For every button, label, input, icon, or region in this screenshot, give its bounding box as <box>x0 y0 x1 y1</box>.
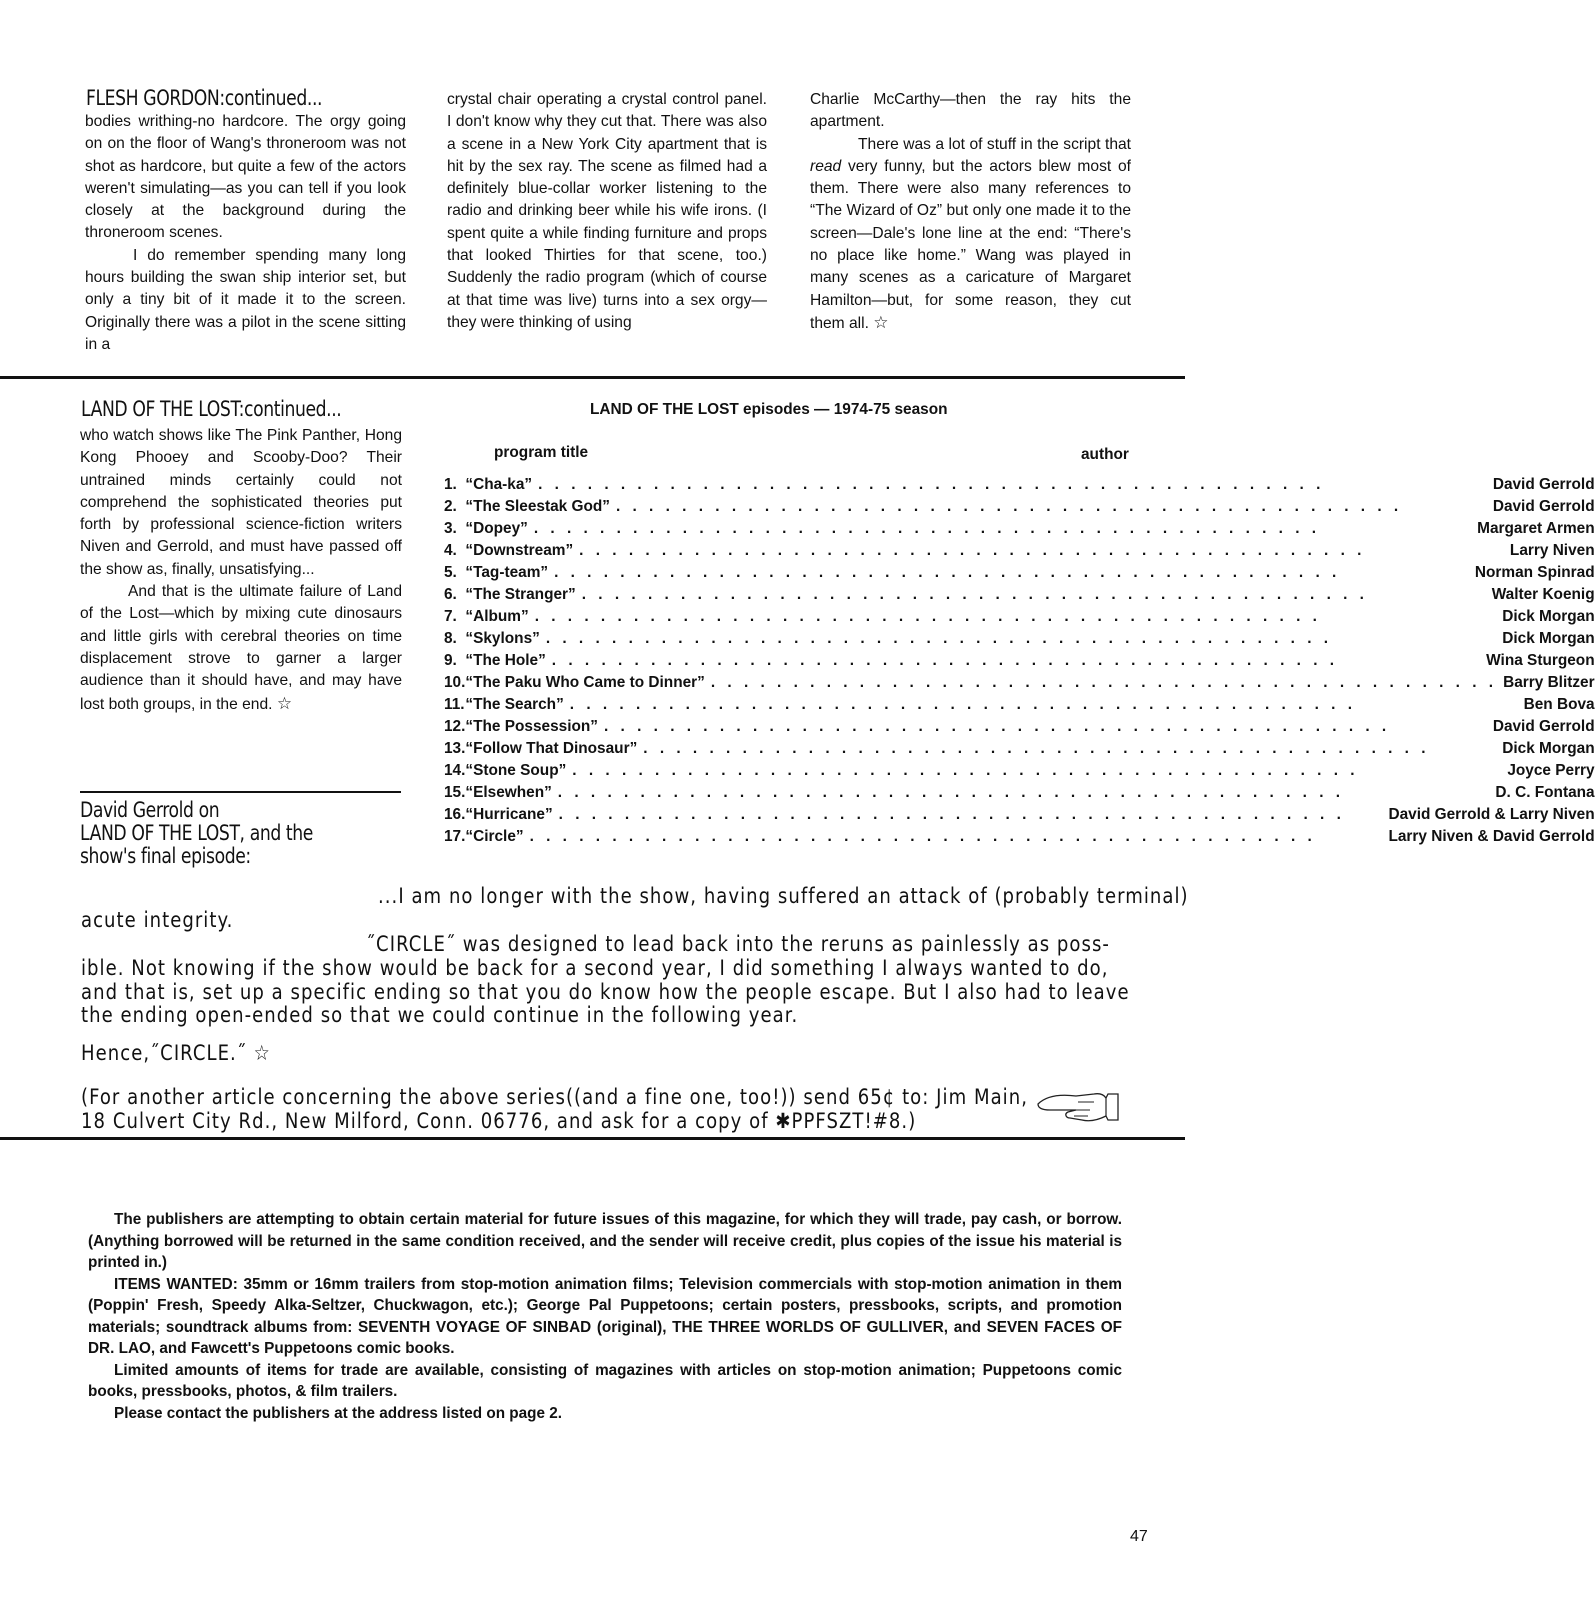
table-row <box>444 694 1595 716</box>
episode-title: “Cha-ka” <box>465 476 533 493</box>
quote-line-2: acute integrity. <box>81 908 234 932</box>
episode-number: 10. <box>444 674 466 691</box>
dot-leader: . . . . . . . . . . . . . . . . . . . . . . . . . . . . . . . . . . . . . . . . . . . . . . . . <box>557 784 1345 801</box>
episode-number: 12. <box>444 718 466 735</box>
dot-leader: . . . . . . . . . . . . . . . . . . . . . . . . . . . . . . . . . . . . . . . . . . . . . . . . <box>554 564 1341 581</box>
notice-paragraph-4: Please contact the publishers at the address listed on page 2. <box>114 1404 562 1422</box>
episode-number: 7. <box>444 608 457 625</box>
episode-number: 3. <box>444 520 457 537</box>
episode-title: “Dopey” <box>465 520 528 537</box>
table-row <box>444 540 1595 562</box>
dot-leader: . . . . . . . . . . . . . . . . . . . . . . . . . . . . . . . . . . . . . . . . . . . . . . . . <box>569 696 1357 713</box>
episode-title: “Stone Soup” <box>465 762 567 779</box>
quote-line-1: ...I am no longer with the show, having suffered an attack of (probably terminal) <box>378 884 1189 908</box>
lotl-column <box>80 425 402 716</box>
episode-number: 2. <box>444 498 457 515</box>
episode-title: “Album” <box>465 608 529 625</box>
episodes-col-program-title: program title <box>494 444 589 461</box>
column-divider <box>80 791 401 793</box>
dot-leader: . . . . . . . . . . . . . . . . . . . . . . . . . . . . . . . . . . . . . . . . . . . . . . . . <box>551 652 1339 669</box>
dot-leader: . . . . . . . . . . . . . . . . . . . . . . . . . . . . . . . . . . . . . . . . . . . . . . . . <box>572 762 1359 779</box>
episode-author: David Gerrold <box>1492 476 1595 493</box>
table-row <box>444 562 1595 584</box>
flesh-column-1 <box>85 111 406 356</box>
table-row <box>444 716 1595 738</box>
episode-author: Norman Spinrad <box>1474 564 1595 581</box>
episode-title: “Downstream” <box>465 542 574 559</box>
episode-title: “The Sleestak God” <box>465 498 610 515</box>
episode-author: Ben Bova <box>1523 696 1595 713</box>
episode-title: “The Search” <box>465 696 564 713</box>
gerrold-heading <box>80 799 313 868</box>
table-row <box>444 826 1595 848</box>
episode-title: “The Stranger” <box>465 586 576 603</box>
dot-leader: . . . . . . . . . . . . . . . . . . . . . . . . . . . . . . . . . . . . . . . . . . . . . . . . <box>533 520 1321 537</box>
episode-number: 1. <box>444 476 457 493</box>
quote-line-4: ible. Not knowing if the show would be back for a second year, I did something I always wanted to do, <box>81 956 1109 980</box>
table-row <box>444 782 1595 804</box>
episode-author: David Gerrold & Larry Niven <box>1388 806 1595 823</box>
table-row <box>444 804 1595 826</box>
episode-author: David Gerrold <box>1492 718 1595 735</box>
episode-author: Barry Blitzer <box>1503 674 1595 691</box>
episode-title: “The Hole” <box>465 652 546 669</box>
episode-title: “The Possession” <box>465 718 598 735</box>
episode-author: Joyce Perry <box>1507 762 1595 779</box>
flesh-col3-paragraph-1: Charlie McCarthy—then the ray hits the apartment. <box>810 91 1131 131</box>
episode-title: “Elsewhen” <box>465 784 552 801</box>
table-row <box>444 518 1595 540</box>
episode-author: Dick Morgan <box>1502 630 1595 647</box>
lotl-paragraph-2: And that is the ultimate failure of Land of the Lost—which by mixing cute dinosaurs and little girls with cerebral theories on time displacement strove to garner a larger audience than it should have, and may have lost both groups, in the end. ☆ <box>80 583 402 713</box>
episodes-title: LAND OF THE LOST episodes — 1974-75 season <box>590 401 948 418</box>
dot-leader: . . . . . . . . . . . . . . . . . . . . . . . . . . . . . . . . . . . . . . . . . . . . . . . . <box>581 586 1368 603</box>
page-number: 47 <box>1130 1528 1148 1545</box>
notice-paragraph-1: The publishers are attempting to obtain certain material for future issues of this magazine, for which they will trade, pay cash, or borrow. (Anything borrowed will be returned in the same condition received, and the sender will receive credit, plus copies of the issue his material is printed in.) <box>88 1211 1122 1271</box>
table-row <box>444 738 1595 760</box>
flesh-col1-paragraph-2: I do remember spending many long hours building the swan ship interior set, but only a tiny bit of it made it to the screen. Originally there was a pilot in the scene sitting in a <box>85 246 406 353</box>
episode-author: Margaret Armen <box>1477 520 1595 537</box>
episode-number: 11. <box>444 696 465 713</box>
episode-title: “Skylons” <box>465 630 540 647</box>
dot-leader: . . . . . . . . . . . . . . . . . . . . . . . . . . . . . . . . . . . . . . . . . . . . . . . . <box>545 630 1333 647</box>
flesh-gordon-heading: FLESH GORDON:continued... <box>86 86 323 110</box>
dot-leader: . . . . . . . . . . . . . . . . . . . . . . . . . . . . . . . . . . . . . . . . . . . . . . . . <box>534 608 1321 625</box>
table-row <box>444 496 1595 518</box>
episodes-col-author: author <box>1081 446 1129 463</box>
episode-title: “The Paku Who Came to Dinner” <box>465 674 705 691</box>
flesh-column-3 <box>810 89 1131 335</box>
episode-author: Dick Morgan <box>1502 740 1595 757</box>
episode-author: Larry Niven <box>1509 542 1595 559</box>
flesh-col3-paragraph-2: There was a lot of stuff in the script that read very funny, but the actors blew most of them. There were also many references to “The Wizard of Oz” but only one made it to the screen—Dale's lone line at the end: “There's no place like home.” Wang was played in many scenes as a caricature of Margaret Hamilton—but, for some reason, they cut them all. ☆ <box>810 135 1131 332</box>
flesh-column-2 <box>447 89 767 334</box>
episode-number: 14. <box>444 762 466 779</box>
flesh-col1-paragraph-1: bodies writhing-no hardcore. The orgy going on on the floor of Wang's throneroom was not shot as hardcore, but quite a few of the actors weren't simulating—as you can tell if you look closely at the background during the throneroom scenes. <box>85 113 406 242</box>
dot-leader: . . . . . . . . . . . . . . . . . . . . . . . . . . . . . . . . . . . . . . . . . . . . . . . . <box>558 806 1345 823</box>
star-icon: ☆ <box>873 312 889 332</box>
episode-author: D. C. Fontana <box>1495 784 1595 801</box>
pointing-hand-icon <box>1036 1086 1122 1126</box>
dot-leader: . . . . . . . . . . . . . . . . . . . . . . . . . . . . . . . . . . . . . . . . . . . . . . . . <box>538 476 1325 493</box>
episode-author: Wina Sturgeon <box>1486 652 1595 669</box>
episode-number: 15. <box>444 784 466 801</box>
dot-leader: . . . . . . . . . . . . . . . . . . . . . . . . . . . . . . . . . . . . . . . . . . . . . . . . <box>579 542 1366 559</box>
episode-number: 4. <box>444 542 457 559</box>
quote-line-3: ˝CIRCLE˝ was designed to lead back into the reruns as painlessly as poss- <box>366 932 1110 956</box>
table-row <box>444 672 1595 694</box>
dot-leader: . . . . . . . . . . . . . . . . . . . . . . . . . . . . . . . . . . . . . . . . . . . . . . . . <box>643 740 1430 757</box>
episode-number: 9. <box>444 652 457 669</box>
table-row <box>444 584 1595 606</box>
notice-paragraph-2: ITEMS WANTED: 35mm or 16mm trailers from stop-motion animation films; Television commercials with stop-motion animation in them (Poppin' Fresh, Speedy Alka-Seltzer, Chuckwagon, etc.); George Pal Puppetoons; certain posters, pressbooks, scripts, and promotion materials; soundtrack albums from: SEVENTH VOYAGE OF SINBAD (original), THE THREE WORLDS OF GULLIVER, and SEVEN FACES OF DR. LAO, and Fawcett's Puppetoons comic books. <box>88 1275 1122 1357</box>
section-divider <box>0 376 1185 379</box>
episode-title: “Tag-team” <box>465 564 549 581</box>
quote-line-7: Hence,˝CIRCLE.˝ ☆ <box>81 1041 271 1065</box>
episode-author: David Gerrold <box>1492 498 1595 515</box>
gerrold-heading-line-3: show's final episode: <box>80 844 251 868</box>
star-icon: ☆ <box>276 693 293 713</box>
note-line-2: 18 Culvert City Rd., New Milford, Conn. 06776, and ask for a copy of ✱PPFSZT!#8.) <box>81 1109 917 1133</box>
gerrold-heading-line-2: LAND OF THE LOST, and the <box>80 821 313 845</box>
episode-title: “Hurricane” <box>465 806 553 823</box>
section-divider-2 <box>0 1137 1185 1140</box>
table-row <box>444 650 1595 672</box>
episode-author: Larry Niven & David Gerrold <box>1388 828 1595 845</box>
dot-leader: . . . . . . . . . . . . . . . . . . . . . . . . . . . . . . . . . . . . . . . . . . . . . . . . <box>710 674 1498 691</box>
lotl-paragraph-1: who watch shows like The Pink Panther, Hong Kong Phooey and Scooby-Doo? Their untrained minds certainly could not comprehend the sophisticated theories put forth by professional science-fiction writers Niven and Gerrold, and must have passed off the show as, finally, unsatisfying... <box>80 427 402 578</box>
episode-number: 8. <box>444 630 457 647</box>
table-row <box>444 606 1595 628</box>
table-row <box>444 760 1595 782</box>
dot-leader: . . . . . . . . . . . . . . . . . . . . . . . . . . . . . . . . . . . . . . . . . . . . . . . . <box>529 828 1316 845</box>
gerrold-heading-line-1: David Gerrold on <box>80 798 220 822</box>
quote-line-5: and that is, set up a specific ending so that you do know how the people escape. But I also had to leave <box>81 980 1130 1004</box>
episode-number: 13. <box>444 740 466 757</box>
flesh-col2-paragraph-1: crystal chair operating a crystal control panel. I don't know why they cut that. There was also a scene in a New York City apartment that is hit by the sex ray. The scene as filmed had a definitely blue-collar worker listening to the radio and drinking beer while his wife irons. (I spent quite a while finding furniture and props that looked Thirties for that scene, too.) Suddenly the radio program (which of course at that time was live) turns into a sex orgy—they were thinking of using <box>447 91 767 331</box>
dot-leader: . . . . . . . . . . . . . . . . . . . . . . . . . . . . . . . . . . . . . . . . . . . . . . . . <box>603 718 1391 735</box>
lotl-heading: LAND OF THE LOST:continued... <box>81 397 342 421</box>
episode-number: 17. <box>444 828 466 845</box>
episode-number: 6. <box>444 586 457 603</box>
episode-title: “Circle” <box>465 828 524 845</box>
episode-author: Dick Morgan <box>1502 608 1595 625</box>
publishers-notice <box>88 1209 1122 1424</box>
episode-title: “Follow That Dinosaur” <box>465 740 638 757</box>
table-row <box>444 474 1595 496</box>
episode-number: 16. <box>444 806 466 823</box>
notice-paragraph-3: Limited amounts of items for trade are available, consisting of magazines with articles on stop-motion animation; Puppetoons comic books, pressbooks, photos, & film trailers. <box>88 1361 1122 1400</box>
dot-leader: . . . . . . . . . . . . . . . . . . . . . . . . . . . . . . . . . . . . . . . . . . . . . . . . <box>615 498 1403 515</box>
quote-line-6: the ending open-ended so that we could continue in the following year. <box>81 1003 799 1027</box>
note-line-1: (For another article concerning the above series((and a fine one, too!)) send 65¢ to: Jim Main, <box>81 1085 1028 1109</box>
episodes-table <box>444 474 1595 848</box>
episode-number: 5. <box>444 564 457 581</box>
episode-author: Walter Koenig <box>1491 586 1595 603</box>
table-row <box>444 628 1595 650</box>
